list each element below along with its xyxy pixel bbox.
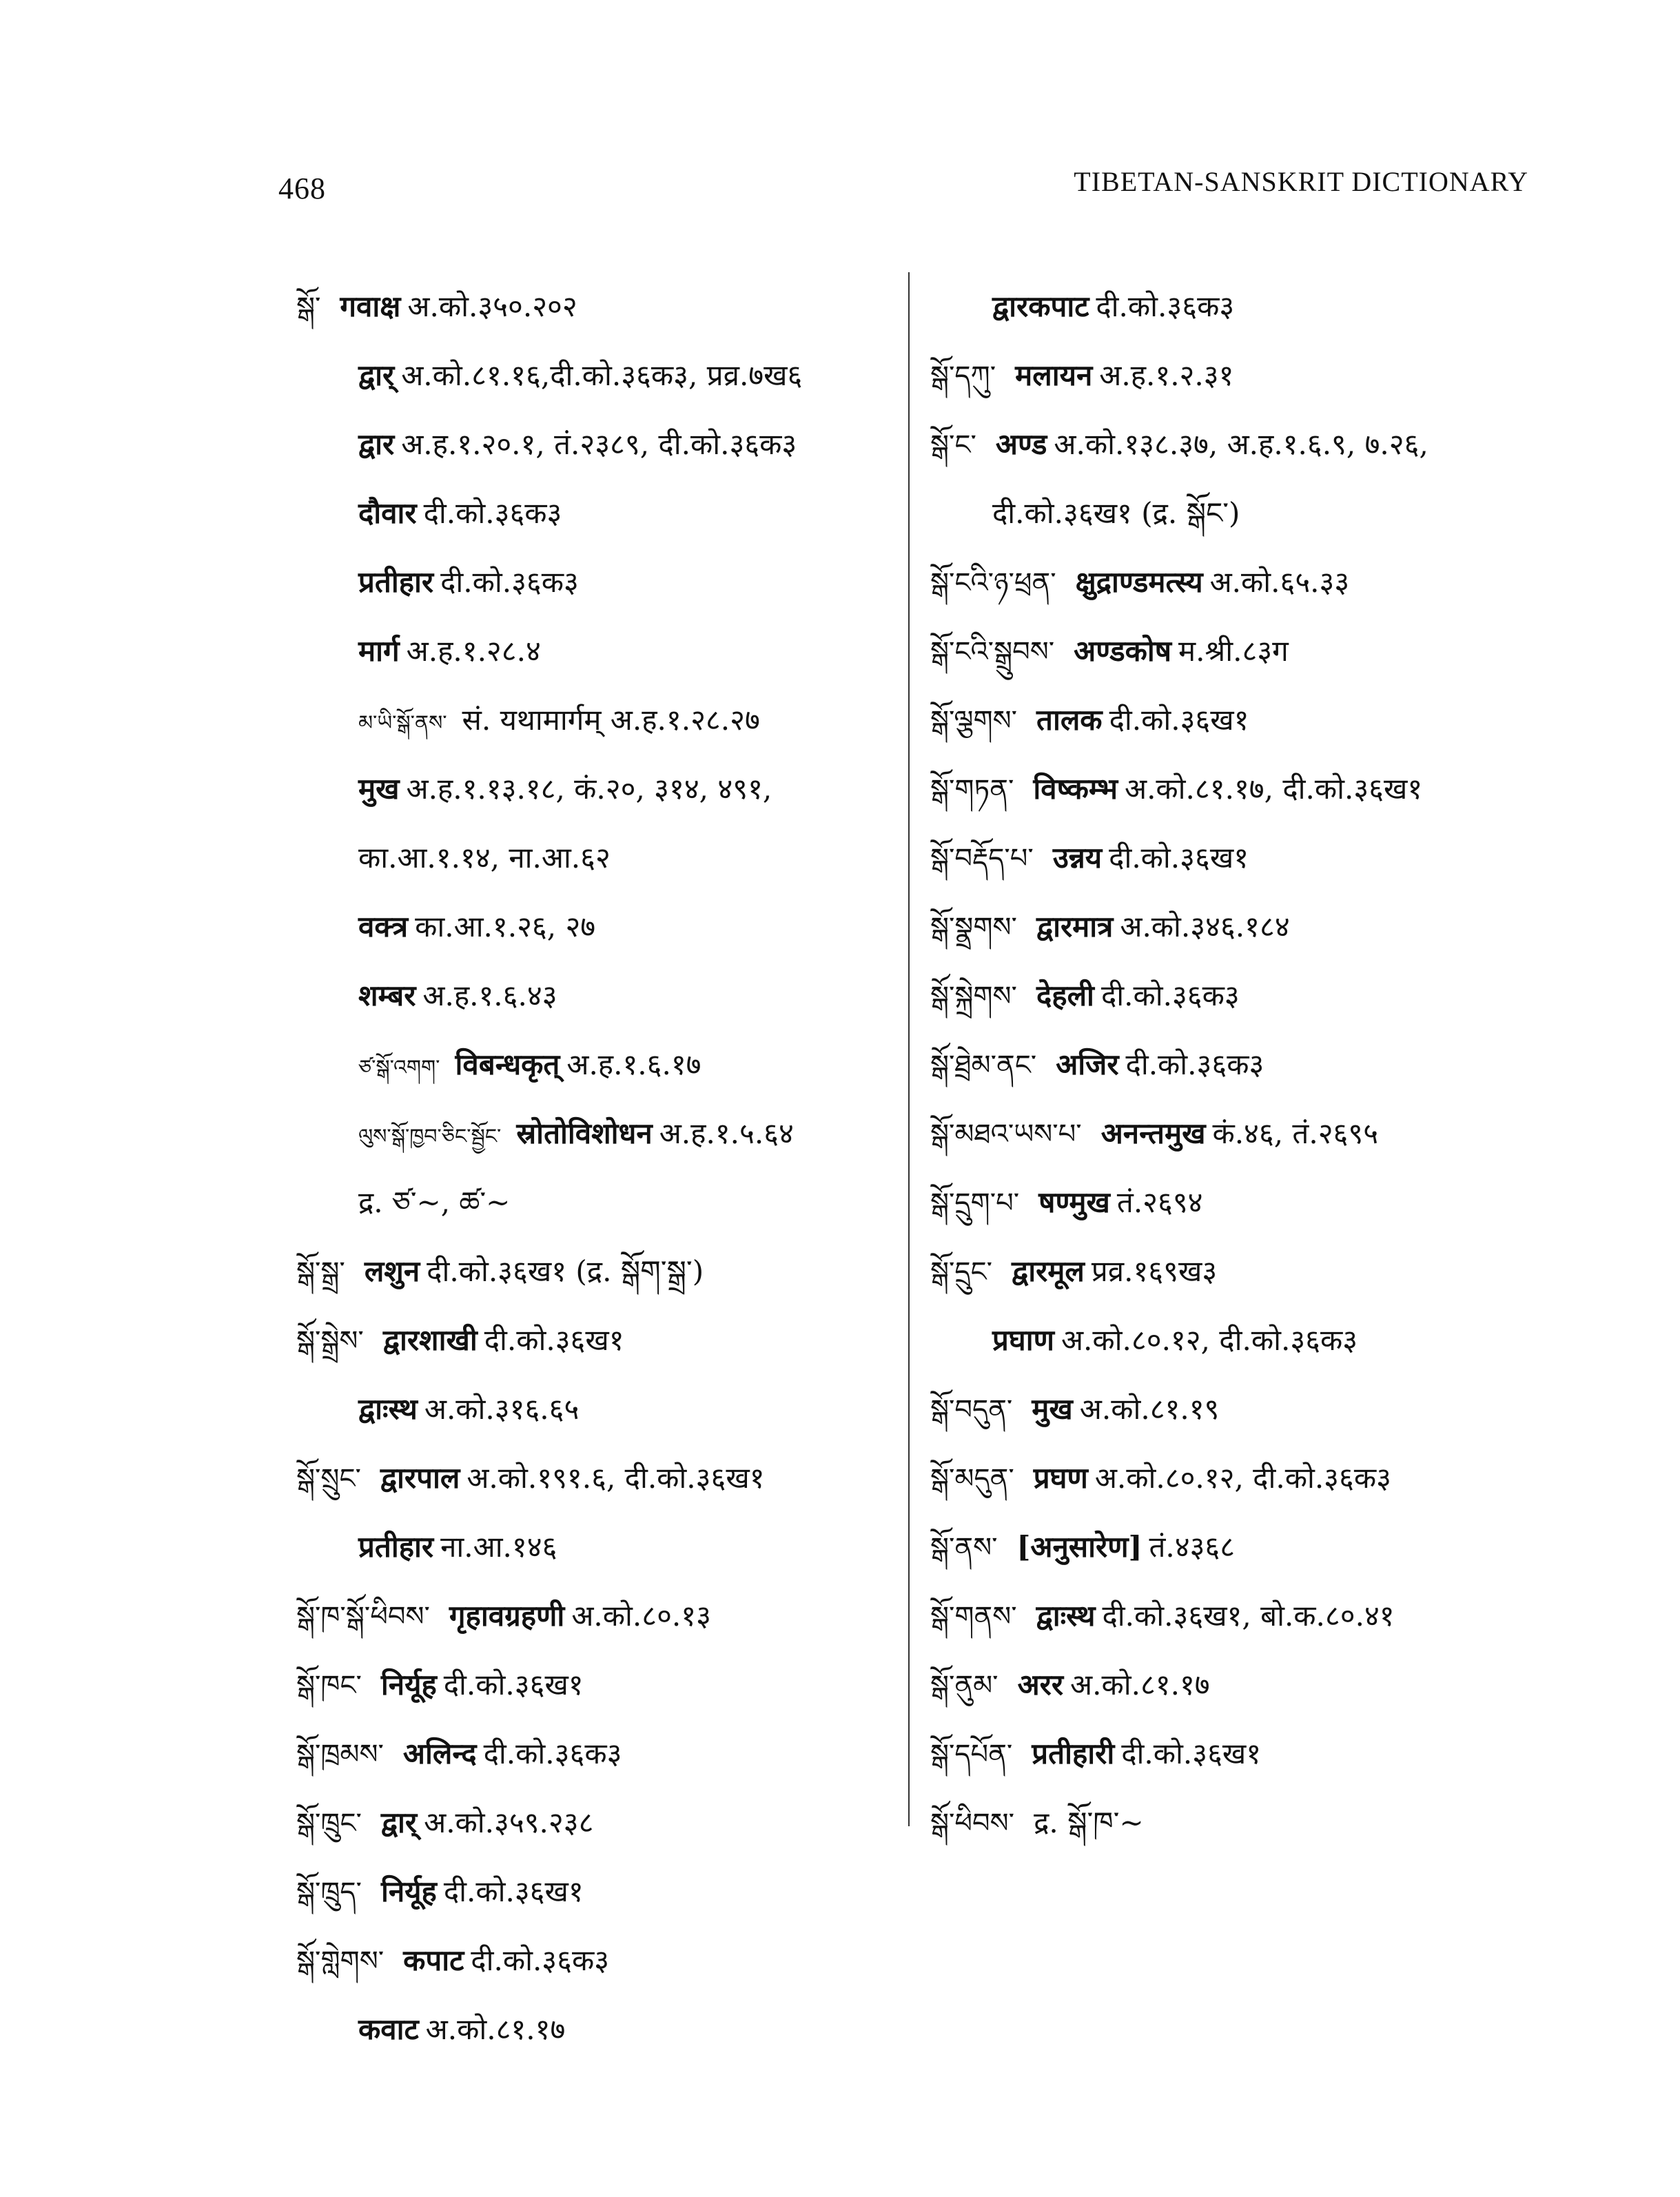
dictionary-line bbox=[930, 755, 1537, 824]
source-reference: दी.को.३६ख१ bbox=[1109, 703, 1249, 737]
tibetan-headword: ཙ་སྒོ་འགག་ bbox=[358, 1056, 440, 1080]
source-reference: दी.को.३६क३ bbox=[1125, 1048, 1264, 1081]
sanskrit-equivalent: अजिर bbox=[1056, 1048, 1119, 1081]
tibetan-headword: སྒོ་གླེགས་ bbox=[296, 1945, 385, 1977]
source-reference: दी.को.३६ख१ bbox=[443, 1668, 584, 1702]
source-reference: अ.ह.१.२०.१, तं.२३८९, दी.को.३६क३ bbox=[401, 427, 797, 461]
tibetan-headword: སྒོ་མཐའ་ཡས་པ་ bbox=[930, 1118, 1082, 1150]
tibetan-headword: སྒོ་ནུམ་ bbox=[930, 1670, 998, 1702]
sanskrit-equivalent: कवाट bbox=[358, 2012, 419, 2046]
source-reference: सं. यथामार्गम् अ.ह.१.२८.२७ bbox=[462, 703, 760, 737]
sanskrit-equivalent: मुख bbox=[358, 772, 400, 806]
source-reference: अ.को.८०.१२, दी.को.३६क३ bbox=[1061, 1323, 1358, 1357]
source-reference: दी.को.३६क३ bbox=[440, 565, 579, 599]
dictionary-line bbox=[296, 1168, 896, 1237]
dictionary-line bbox=[930, 686, 1537, 755]
source-reference: दी.को.३६क३ bbox=[471, 1943, 610, 1977]
sanskrit-equivalent: प्रतीहार bbox=[358, 1530, 434, 1564]
dictionary-line bbox=[296, 961, 896, 1030]
tibetan-headword: ལུས་སྒོ་ཁྱབ་ཅིང་སྦྱོང་ bbox=[358, 1125, 502, 1149]
tibetan-headword: སྒོ་དྲུག་པ་ bbox=[930, 1187, 1020, 1219]
dictionary-line bbox=[296, 1582, 896, 1651]
sanskrit-equivalent: द्वारमूल bbox=[1012, 1254, 1085, 1288]
dictionary-line bbox=[930, 1168, 1537, 1237]
tibetan-headword: མ་ཡི་སྒོ་ནས་ bbox=[358, 711, 447, 735]
source-reference: कं.४६, तं.२६९५ bbox=[1212, 1116, 1379, 1150]
sanskrit-equivalent: देहली bbox=[1036, 979, 1094, 1012]
dictionary-line bbox=[296, 1030, 896, 1099]
dictionary-line bbox=[930, 1651, 1537, 1719]
dictionary-line bbox=[930, 1719, 1537, 1788]
sanskrit-equivalent: कपाट bbox=[403, 1943, 464, 1977]
dictionary-line bbox=[296, 617, 896, 686]
tibetan-headword: སྒོ་དྲུང་ bbox=[930, 1256, 993, 1288]
tibetan-headword: སྒོ་གཏན་ bbox=[930, 774, 1014, 806]
source-reference: ना.आ.१४६ bbox=[440, 1530, 557, 1564]
dictionary-line bbox=[296, 479, 896, 548]
tibetan-headword: སྒོ་སྣྲགས་ bbox=[930, 912, 1017, 943]
dictionary-line bbox=[296, 341, 896, 410]
tibetan-headword: སྒོ་བདུན་ bbox=[930, 1394, 1013, 1426]
tibetan-headword: སྒོ་ལྕགས་ bbox=[930, 705, 1017, 737]
tibetan-headword: སྒོ་སྒྲ་ bbox=[296, 1256, 345, 1288]
source-reference: दी.को.३६ख१ bbox=[484, 1323, 624, 1357]
dictionary-line bbox=[930, 892, 1537, 961]
dictionary-line bbox=[930, 1788, 1537, 1857]
source-reference: अ.ह.१.१३.१८, कं.२०, ३१४, ४९१, bbox=[406, 772, 772, 806]
tibetan-headword: སྒོ་ནས་ bbox=[930, 1532, 998, 1564]
tibetan-headword: སྒོ་ཕིབས་ bbox=[930, 1808, 1015, 1839]
column-divider bbox=[908, 272, 910, 1826]
tibetan-headword: སྒོ་ཐྲེམ་ནང་ bbox=[930, 1050, 1037, 1081]
source-reference: तं.४३६८ bbox=[1149, 1530, 1236, 1564]
source-reference: अ.को.८०.१२, दी.को.३६क३ bbox=[1094, 1461, 1391, 1495]
tibetan-headword: སྒོ་ངའི་ཉ་ཕྲན་ bbox=[930, 567, 1056, 599]
tibetan-headword: སྒོ་ཁང་ bbox=[296, 1670, 362, 1702]
source-reference: अ.ह.१.६.१७ bbox=[566, 1048, 701, 1081]
source-reference: अ.को.८१.१९ bbox=[1079, 1392, 1220, 1426]
sanskrit-equivalent: तालक bbox=[1036, 703, 1103, 737]
sanskrit-equivalent: निर्यूह bbox=[380, 1874, 437, 1908]
dictionary-line bbox=[296, 686, 896, 755]
dictionary-line bbox=[930, 1306, 1537, 1375]
sanskrit-equivalent: वक्त्र bbox=[358, 910, 409, 943]
dictionary-line bbox=[296, 410, 896, 479]
source-reference: तं.२६९४ bbox=[1116, 1185, 1203, 1219]
dictionary-line bbox=[930, 341, 1537, 410]
sanskrit-equivalent: द्वाःस्थ bbox=[358, 1392, 418, 1426]
source-reference: दी.को.३६क३ bbox=[1100, 979, 1240, 1012]
sanskrit-equivalent: मलायन bbox=[1015, 358, 1093, 392]
source-reference: अ.को.१३८.३७, अ.ह.१.६.९, ७.२६, bbox=[1054, 427, 1428, 461]
sanskrit-equivalent: [अनुसारेण] bbox=[1016, 1530, 1143, 1564]
source-reference: अ.को.१९१.६, दी.को.३६ख१ bbox=[467, 1461, 765, 1495]
sanskrit-equivalent: उन्नय bbox=[1052, 841, 1103, 875]
sanskrit-equivalent: द्वार् bbox=[358, 358, 395, 392]
sanskrit-equivalent: विष्कम्भ bbox=[1033, 772, 1118, 806]
source-reference: अ.को.८०.१३ bbox=[571, 1599, 711, 1633]
source-reference: अ.को.८१.१६,दी.को.३६क३, प्रव्र.७ख६ bbox=[401, 358, 803, 392]
source-reference: अ.को.८१.१७ bbox=[1070, 1668, 1210, 1702]
source-reference: अ.ह.१.५.६४ bbox=[659, 1116, 794, 1150]
sanskrit-equivalent: निर्यूह bbox=[380, 1668, 437, 1702]
dictionary-line bbox=[930, 479, 1537, 548]
tibetan-headword: སྒོ་ཁྲུད་ bbox=[296, 1877, 362, 1908]
dictionary-line bbox=[296, 1237, 896, 1306]
sanskrit-equivalent: गवाक्ष bbox=[340, 289, 401, 323]
source-reference: अ.ह.१.६.४३ bbox=[422, 979, 557, 1012]
sanskrit-equivalent: गृहावग्रहणी bbox=[449, 1599, 565, 1633]
source-reference: म.श्री.८३ग bbox=[1178, 634, 1289, 668]
page-number: 468 bbox=[278, 172, 326, 205]
sanskrit-equivalent: द्वारशाखी bbox=[382, 1323, 478, 1357]
dictionary-line bbox=[930, 1237, 1537, 1306]
tibetan-headword: སྒོ་ bbox=[296, 292, 321, 323]
sanskrit-equivalent: षण्मुख bbox=[1038, 1185, 1110, 1219]
source-reference: दी.को.३६क३ bbox=[483, 1737, 622, 1770]
source-reference: अ.ह.१.२८.४ bbox=[406, 634, 541, 668]
tibetan-headword: སྒོ་དཔོན་ bbox=[930, 1739, 1013, 1770]
dictionary-line bbox=[296, 1857, 896, 1926]
source-reference: दी.को.३६ख१ bbox=[443, 1874, 584, 1908]
sanskrit-equivalent: शम्बर bbox=[358, 979, 416, 1012]
sanskrit-equivalent: द्वारकपाट bbox=[992, 289, 1089, 323]
sanskrit-equivalent: द्वारमात्र bbox=[1036, 910, 1114, 943]
tibetan-headword: སྒོ་ཁ་སྒོ་ཕིབས་ bbox=[296, 1601, 430, 1633]
sanskrit-equivalent: द्वार bbox=[358, 427, 395, 461]
left-column bbox=[296, 272, 896, 2064]
source-reference: दी.को.३६ख१ (द्र. སྒོག་སྒྲ་) bbox=[427, 1254, 704, 1288]
sanskrit-equivalent: मार्ग bbox=[358, 634, 400, 668]
tibetan-headword: སྒོ་སྲུང་ bbox=[296, 1463, 361, 1495]
dictionary-line bbox=[930, 1444, 1537, 1513]
sanskrit-equivalent: विबन्धकृत् bbox=[455, 1048, 560, 1081]
source-reference: दी.को.३६ख१ (द्र. སྒོང་) bbox=[992, 496, 1240, 530]
source-reference: अ.को.६५.३३ bbox=[1209, 565, 1350, 599]
source-reference: अ.को.३१६.६५ bbox=[424, 1392, 580, 1426]
dictionary-line bbox=[930, 410, 1537, 479]
source-reference: अ.को.३४६.१८४ bbox=[1120, 910, 1290, 943]
running-head: TIBETAN-SANSKRIT DICTIONARY bbox=[1074, 166, 1528, 197]
tibetan-headword: སྒོ་དཀུ་ bbox=[930, 360, 996, 392]
sanskrit-equivalent: द्वाःस्थ bbox=[1036, 1599, 1096, 1633]
dictionary-line bbox=[296, 1306, 896, 1375]
sanskrit-equivalent: अलिन्द bbox=[402, 1737, 477, 1770]
right-column bbox=[930, 272, 1537, 1857]
source-reference: दी.को.३६क३ bbox=[423, 496, 562, 530]
dictionary-line bbox=[930, 1513, 1537, 1582]
sanskrit-equivalent: अण्डकोष bbox=[1074, 634, 1172, 668]
sanskrit-equivalent: द्वार् bbox=[380, 1806, 418, 1839]
sanskrit-equivalent: मुख bbox=[1032, 1392, 1073, 1426]
sanskrit-equivalent: प्रतीहारी bbox=[1032, 1737, 1115, 1770]
sanskrit-equivalent: स्रोतोविशोधन bbox=[516, 1116, 653, 1150]
dictionary-line bbox=[296, 272, 896, 341]
dictionary-line bbox=[930, 1582, 1537, 1651]
dictionary-line bbox=[930, 1099, 1537, 1168]
source-reference: प्रव्र.१६९ख३ bbox=[1091, 1254, 1218, 1288]
source-reference: का.आ.१.२६, २७ bbox=[415, 910, 596, 943]
dictionary-line bbox=[296, 1926, 896, 1995]
source-reference: अ.को.३५०.२०२ bbox=[407, 289, 577, 323]
source-reference: द्र. སྒོ་ཁ་~ bbox=[1034, 1806, 1144, 1839]
source-reference: दी.को.३६ख१ bbox=[1121, 1737, 1262, 1770]
dictionary-line bbox=[296, 1651, 896, 1719]
tibetan-headword: སྒོ་བརྡོད་པ་ bbox=[930, 843, 1034, 875]
source-reference: का.आ.१.१४, ना.आ.६२ bbox=[358, 841, 611, 875]
dictionary-line bbox=[296, 548, 896, 617]
dictionary-line bbox=[296, 1099, 896, 1168]
sanskrit-equivalent: अण्ड bbox=[995, 427, 1047, 461]
dictionary-line bbox=[296, 1375, 896, 1444]
dictionary-line bbox=[930, 272, 1537, 341]
sanskrit-equivalent: द्वारपाल bbox=[380, 1461, 460, 1495]
source-reference: दी.को.३६ख१, बो.क.८०.४१ bbox=[1102, 1599, 1395, 1633]
sanskrit-equivalent: प्रघण bbox=[1033, 1461, 1088, 1495]
dictionary-line bbox=[930, 1030, 1537, 1099]
dictionary-line bbox=[930, 548, 1537, 617]
sanskrit-equivalent: दौवार bbox=[358, 496, 417, 530]
dictionary-line bbox=[296, 824, 896, 892]
tibetan-headword: སྒོ་སྐྲེགས་ bbox=[930, 981, 1017, 1012]
tibetan-headword: སྒོ་སྒྲེས་ bbox=[296, 1325, 364, 1357]
sanskrit-equivalent: अनन्तमुख bbox=[1100, 1116, 1206, 1150]
source-reference: अ.ह.१.२.३१ bbox=[1099, 358, 1234, 392]
tibetan-headword: སྒོ་ང་ bbox=[930, 429, 976, 461]
dictionary-line bbox=[930, 1375, 1537, 1444]
source-reference: द्र. ཙ་~, ཚ་~ bbox=[358, 1185, 511, 1219]
tibetan-headword: སྒོ་ཁྲུང་ bbox=[296, 1808, 362, 1839]
source-reference: दी.को.३६ख१ bbox=[1109, 841, 1249, 875]
dictionary-line bbox=[296, 1513, 896, 1582]
dictionary-line bbox=[296, 1444, 896, 1513]
tibetan-headword: སྒོ་གནས་ bbox=[930, 1601, 1017, 1633]
sanskrit-equivalent: क्षुद्राण्डमत्स्य bbox=[1075, 565, 1203, 599]
source-reference: अ.को.८१.१७, दी.को.३६ख१ bbox=[1124, 772, 1423, 806]
tibetan-headword: སྒོ་ངའི་སྒྲུབས་ bbox=[930, 636, 1055, 668]
dictionary-line bbox=[296, 1995, 896, 2064]
dictionary-line bbox=[296, 755, 896, 824]
sanskrit-equivalent: अरर bbox=[1017, 1668, 1064, 1702]
sanskrit-equivalent: लशुन bbox=[364, 1254, 420, 1288]
sanskrit-equivalent: प्रघाण bbox=[992, 1323, 1054, 1357]
tibetan-headword: སྒོ་མདུན་ bbox=[930, 1463, 1014, 1495]
source-reference: अ.को.३५९.२३८ bbox=[424, 1806, 594, 1839]
dictionary-line bbox=[930, 617, 1537, 686]
dictionary-line bbox=[296, 1719, 896, 1788]
sanskrit-equivalent: प्रतीहार bbox=[358, 565, 434, 599]
dictionary-line bbox=[930, 961, 1537, 1030]
dictionary-line bbox=[296, 1788, 896, 1857]
source-reference: दी.को.३६क३ bbox=[1096, 289, 1235, 323]
source-reference: अ.को.८१.१७ bbox=[425, 2012, 566, 2046]
dictionary-line bbox=[296, 892, 896, 961]
dictionary-line bbox=[930, 824, 1537, 892]
tibetan-headword: སྒོ་ཁྲམས་ bbox=[296, 1739, 384, 1770]
